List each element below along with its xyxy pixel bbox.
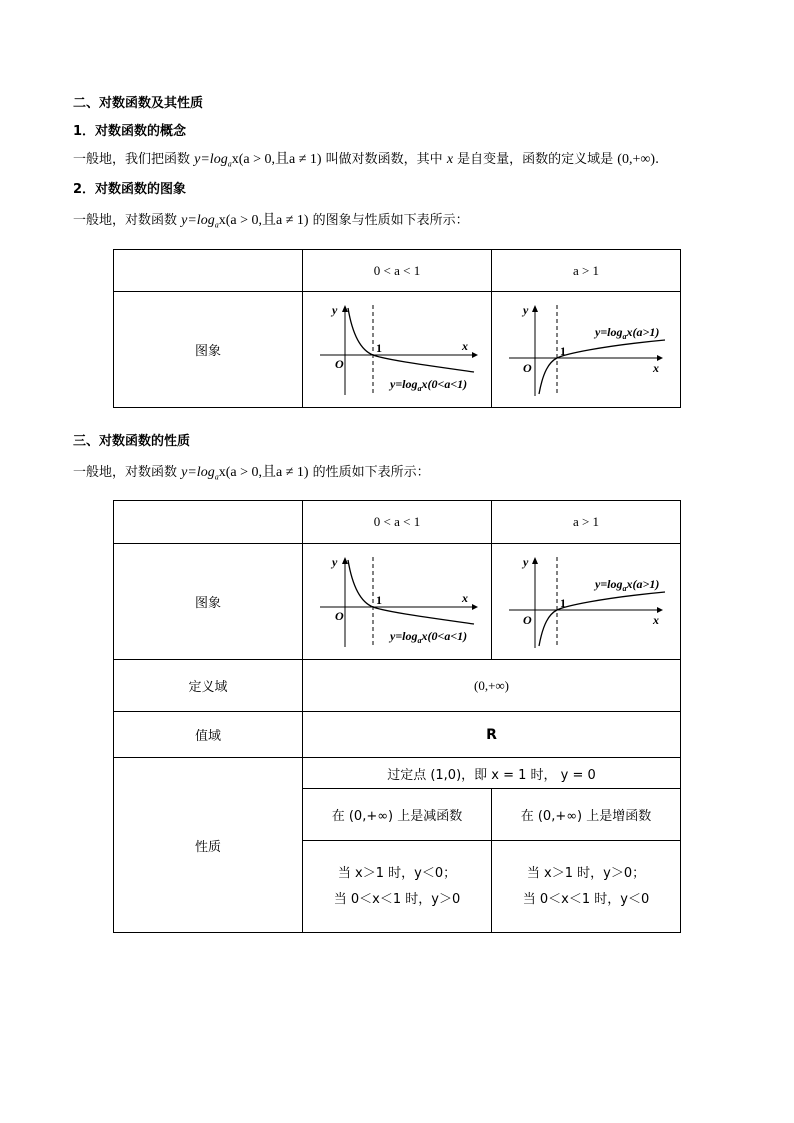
sign-line-2: 当 0＜x＜1 时，y＜0 [522, 891, 650, 907]
y-label: y [523, 554, 529, 569]
range-value: R [303, 712, 681, 758]
decreasing-curve [348, 308, 474, 372]
monotonic-decreasing-text: 在 (0,+∞) 上是减函数 [303, 789, 492, 841]
concept-paragraph: 一般地，我们把函数 $y=\log_ax(a > 0$,且a ≠ 1) 叫做对数函数，其中 x 是自变量，函数的定义域是 (0,+∞). [73, 152, 660, 169]
section-heading-3: 三、对数函数的性质 [73, 434, 191, 449]
x-label: x [653, 360, 659, 375]
graph-cell-decreasing [303, 544, 492, 660]
curve-label-decreasing: $y=\log_ax(0<a<1)$ [390, 628, 468, 645]
sign-line-1: 当 x＞1 时，y＜0； [337, 865, 457, 881]
section-heading-2: 二、对数函数及其性质 [73, 96, 204, 111]
properties-table [113, 500, 681, 933]
sign-cell-increasing [492, 841, 681, 933]
origin-label: O [523, 360, 532, 375]
graph-intro-paragraph: 一般地，对数函数 $y=\log_ax(a > 0$,且a ≠ 1) 的图象与性质如下表所示： [73, 213, 469, 230]
decreasing-log-graph [312, 300, 482, 400]
row-label-graph: 图象 [114, 292, 303, 408]
header-case-decreasing: 0 < a < 1 [303, 501, 492, 544]
header-case-decreasing: 0 < a < 1 [303, 250, 492, 292]
header-case-increasing: a > 1 [492, 501, 681, 544]
one-label: 1 [560, 595, 566, 610]
row-label-range: 值域 [114, 712, 303, 758]
sign-line-2: 当 0＜x＜1 时，y＞0 [333, 891, 461, 907]
fixed-point-text: 过定点 (1,0)，即 x = 1 时， y = 0 [303, 758, 681, 789]
graph-cell-decreasing [303, 292, 492, 408]
row-label-graph: 图象 [114, 544, 303, 660]
header-empty-cell [114, 250, 303, 292]
y-axis-arrow [532, 305, 538, 312]
header-empty-cell [114, 501, 303, 544]
y-label: y [332, 554, 338, 569]
subheading-concept: 1．对数函数的概念 [73, 124, 187, 139]
row-label-properties: 性质 [114, 758, 303, 933]
y-axis-arrow [532, 557, 538, 564]
increasing-log-graph [501, 300, 671, 400]
x-axis-arrow [472, 352, 478, 358]
increasing-log-graph [501, 552, 671, 652]
y-axis-arrow [342, 557, 348, 564]
curve-label-decreasing: $y=\log_ax(0<a<1)$ [390, 376, 468, 393]
properties-intro-paragraph: 一般地，对数函数 $y=\log_ax(a > 0$,且a ≠ 1) 的性质如下表所示： [73, 465, 430, 482]
origin-label: O [335, 356, 344, 371]
graph-table [113, 249, 681, 408]
row-label-domain: 定义域 [114, 660, 303, 712]
x-axis-arrow [472, 604, 478, 610]
curve-label-increasing: $y=\log_ax(a>1)$ [595, 324, 660, 341]
sign-line-1: 当 x＞1 时，y＞0； [526, 865, 646, 881]
y-axis-arrow [342, 305, 348, 312]
decreasing-curve [348, 560, 474, 624]
sign-cell-decreasing [303, 841, 492, 933]
domain-value: (0,+∞) [303, 660, 681, 712]
decreasing-log-graph [312, 552, 482, 652]
increasing-curve [539, 592, 665, 646]
monotonic-increasing-text: 在 (0,+∞) 上是增函数 [492, 789, 681, 841]
one-label: 1 [560, 343, 566, 358]
origin-label: O [335, 608, 344, 623]
curve-label-increasing: $y=\log_ax(a>1)$ [595, 576, 660, 593]
header-case-increasing: a > 1 [492, 250, 681, 292]
x-label: x [653, 612, 659, 627]
increasing-curve [539, 340, 665, 394]
y-label: y [332, 302, 338, 317]
subheading-graph: 2．对数函数的图象 [73, 182, 187, 197]
x-label: x [462, 338, 468, 353]
origin-label: O [523, 612, 532, 627]
graph-cell-increasing [492, 292, 681, 408]
one-label: 1 [376, 340, 382, 355]
graph-cell-increasing [492, 544, 681, 660]
one-label: 1 [376, 592, 382, 607]
y-label: y [523, 302, 529, 317]
x-label: x [462, 590, 468, 605]
